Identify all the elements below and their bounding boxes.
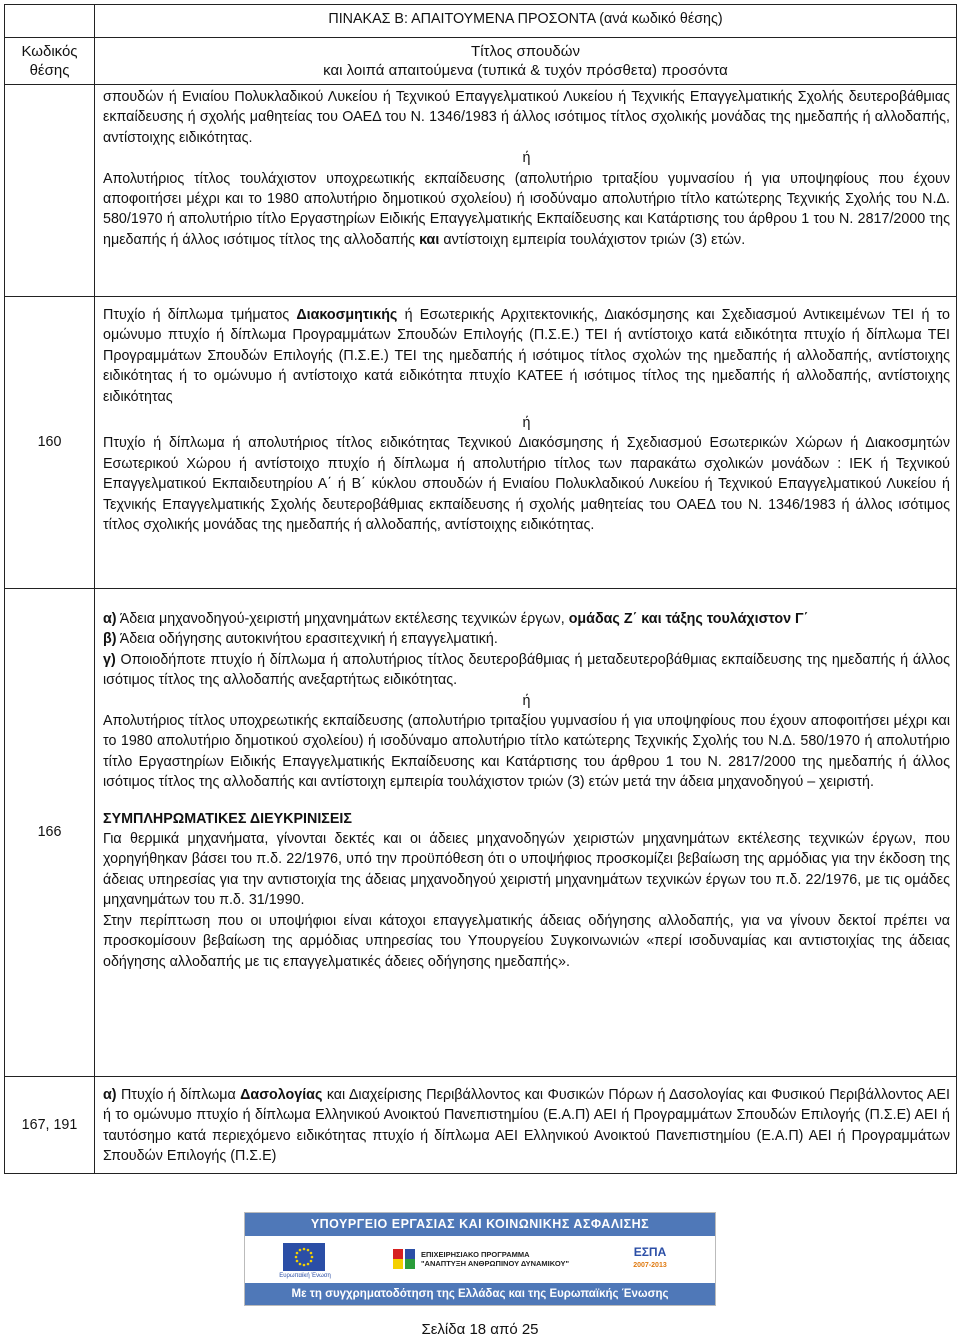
- position-code: 167, 191: [5, 1077, 95, 1174]
- op-logo-icon: [391, 1247, 417, 1271]
- row-continuation-text: σπουδών ή Ενιαίου Πολυκλαδικού Λυκείου ή Τεχνικού Επαγγελματικού Λυκείου ή Τεχνικής Επαγγελματικής Σχολής δευτεροβάθμιας εκπαίδευσης ή σχολής μαθητείας του ΟΑΕΔ του Ν. 1346/1983 ή άλλος ισότιμος τίτλος σχολικής μονάδας της ημεδαπής ή αλλοδαπής, αντίστοιχης ειδικότητας. ή Απολυτήριος τίτλος τουλάχιστον υποχρεωτικής εκπαίδευσης (απολυτήριο τριταξίου γυμνασίου ή για υποψηφίους που έχουν αποφοιτήσει μέχρι και το 1980 απολυτήριο δημοτικού σχολείου) ή ισοδύναμο απολυτήριο τίτλο κατώτερης Τεχνικής Σχολής του Ν.Δ. 580/1970 ή απολυτήριο τίτλο Εργαστηρίων Ειδικής Επαγγελματικής Εκπαίδευσης και Κατάρτισης του άρθρου 1 του Ν. 2817/2000 της ημεδαπής ή άλλος ισότιμος τίτλος της αλλοδαπής και αντίστοιχη εμπειρία τουλάχιστον τριών (3) ετών.: [95, 85, 957, 297]
- table-row: [5, 1077, 957, 1174]
- row-166-text: α) Άδεια μηχανοδηγού-χειριστή μηχανημάτων εκτέλεσης τεχνικών έργων, ομάδας Ζ΄ και τάξης τουλάχιστον Γ΄ β) Άδεια οδήγησης αυτοκινήτου ερασιτεχνική ή επαγγελματική. γ) Οποιοδήποτε πτυχίο ή δίπλωμα ή απολυτήριος τίτλος δευτεροβάθμιας ή μεταδευτεροβάθμιας εκπαίδευσης της ημεδαπής ή άλλος ισότιμος τίτλος της αλλοδαπής ανεξαρτήτως ειδικότητας. ή Απολυτήριος τίτλος υποχρεωτικής εκπαίδευσης (απολυτήριο τριταξίου γυμνασίου ή για υποψηφίους που έχουν αποφοιτήσει μέχρι και το 1980 απολυτήριο δημοτικού σχολείου) ή ισοδύναμο απολυτήριο τίτλο κατώτερης Τεχνικής Σχολής του Ν.Δ. 580/1970 ή απολυτήριο τίτλο Εργαστηρίων Ειδικής Επαγγελματικής Εκπαίδευσης και Κατάρτισης του άρθρου 1 του Ν. 2817/2000 της ημεδαπής ή άλλος ισότιμος τίτλος της αλλοδαπής και αντίστοιχη εμπειρία τουλάχιστον τριών (3) ετών μετά την άδεια μηχανοδηγού – χειριστή. ΣΥΜΠΛΗΡΩΜΑΤΙΚΕΣ ΔΙΕΥΚΡΙΝΙΣΕΙΣ Για θερμικά μηχανήματα, γίνονται δεκτές και οι άδειες μηχανοδηγών χειριστών μηχανημάτων εκτέλεσης τεχνικών έργων, που χορηγήθηκαν βάσει του π.δ. 22/1976, υπό την προϋπόθεση ότι ο υποψήφιος προσκομίζει βεβαίωση της αρμόδιας για την έκδοση της άδειας υπηρεσίας για την αντιστοιχία της άδειας μηχανοδηγού χειριστή μηχανημάτων τεχνικών έργων του π.δ. 22/1976, με τις ομάδες μηχανημάτων του π.δ. 31/1990. Στην περίπτωση που οι υποψήφιοι είναι κάτοχοι επαγγελματικής άδειας οδήγησης αλλοδαπής, για να γίνουν δεκτοί πρέπει να προσκομίσουν βεβαίωση της αρμόδιας υπηρεσίας του Υπουργείου Συγκοινωνιών «περί ισοδυναμίας και αντιστοιχίας της άδειας οδήγησης αλλοδαπής με τις επαγγελματικές άδειες οδήγησης ημεδαπής».: [95, 589, 957, 1077]
- page-number: Σελίδα 18 από 25: [421, 1321, 539, 1338]
- cofunding-motto: Με τη συγχρηματοδότηση της Ελλάδας και της Ευρωπαϊκής Ένωσης: [245, 1283, 715, 1305]
- col-header-code: Κωδικός θέσης: [5, 38, 95, 85]
- position-code: 160: [5, 297, 95, 589]
- table-row: [5, 589, 957, 1077]
- espa-years: 2007-2013: [633, 1262, 667, 1269]
- qualifications-table: [4, 4, 957, 1174]
- espa-logo: ΕΣΠΑ: [633, 1245, 667, 1259]
- position-code: 166: [5, 589, 95, 1077]
- eu-label: Ευρωπαϊκή Ένωση: [279, 1273, 331, 1279]
- table-row: [5, 85, 957, 297]
- row-167-text: α) Πτυχίο ή δίπλωμα Δασολογίας και Διαχείρισης Περιβάλλοντος και Φυσικών Πόρων ή Δασολογίας και Φυσικού Περιβάλλοντος ΑΕΙ ή το ομώνυμο πτυχίο ή δίπλωμα Ελληνικού Ανοικτού Πανεπιστημίου (Ε.Α.Π) ΑΕΙ ή Προγραμμάτων Σπουδών Επιλογής (Π.Σ.Ε) ΑΕΙ ή ταυτόσημο κατά περιεχόμενο ειδικότητας πτυχίο ή δίπλωμα ΑΕΙ Ελληνικού Ανοικτού Πανεπιστημίου (Ε.Α.Π) ΑΕΙ ή Προγραμμάτων Σπουδών Επιλογής (Π.Σ.Ε): [95, 1077, 957, 1174]
- col-header-qualifications: Τίτλος σπουδών και λοιπά απαιτούμενα (τυπικά & τυχόν πρόσθετα) προσόντα: [95, 38, 957, 85]
- op-title: ΕΠΙΧΕΙΡΗΣΙΑΚΟ ΠΡΟΓΡΑΜΜΑ "ΑΝΑΠΤΥΞΗ ΑΝΘΡΩΠΙΝΟΥ ΔΥΝΑΜΙΚΟΥ": [421, 1250, 570, 1268]
- table-title: ΠΙΝΑΚΑΣ Β: ΑΠΑΙΤΟΥΜΕΝΑ ΠΡΟΣΟΝΤΑ (ανά κωδικό θέσης): [95, 5, 957, 38]
- row-160-text: Πτυχίο ή δίπλωμα τμήματος Διακοσμητικής ή Εσωτερικής Αρχιτεκτονικής, Διακόσμησης και Σχεδιασμού Αντικειμένων ΤΕΙ ή το ομώνυμο πτυχίο ή δίπλωμα Προγραμμάτων Σπουδών Επιλογής (Π.Σ.Ε.) ΤΕΙ ή αντίστοιχο κατά ειδικότητα πτυχίο ή δίπλωμα ΤΕΙ Προγραμμάτων Σπουδών Επιλογής (Π.Σ.Ε.) ΤΕΙ της ημεδαπής ή ισότιμος τίτλος σχολών της ημεδαπής ή αλλοδαπής, αντίστοιχης ειδικότητας ή το ομώνυμο ή αντίστοιχο κατά ειδικότητα πτυχίο ΚΑΤΕΕ ή ισότιμος τίτλος της ημεδαπής ή αλλοδαπής, αντίστοιχης ειδικότητας ή Πτυχίο ή δίπλωμα ή απολυτήριος τίτλος ειδικότητας Τεχνικού Διακόσμησης ή Σχεδιασμού Εσωτερικών Χώρων ή Διακοσμητών Εσωτερικού Χώρου ή αντίστοιχο πτυχίο ή δίπλωμα ή απολυτήριο τίτλος των παρακάτω σχολικών μονάδων : ΙΕΚ ή Τεχνικού Επαγγελματικού Εκπαιδευτηρίου Α΄ ή Β΄ κύκλου σπουδών ή Ενιαίου Πολυκλαδικού Λυκείου ή Τεχνικού Επαγγελματικού Λυκείου ή Τεχνικής Επαγγελματικής Σχολής δευτεροβάθμιας εκπαίδευσης ή σχολής μαθητείας του ΟΑΕΔ του Ν. 1346/1983 ή άλλος ισότιμος τίτλος σχολικής μονάδας της ημεδαπής ή αλλοδαπής, αντίστοιχης ειδικότητας.: [95, 297, 957, 589]
- funding-banner: [244, 1212, 716, 1306]
- eu-flag-icon: [283, 1243, 325, 1271]
- ministry-banner: ΥΠΟΥΡΓΕΙΟ ΕΡΓΑΣΙΑΣ ΚΑΙ ΚΟΙΝΩΝΙΚΗΣ ΑΣΦΑΛΙΣΗΣ: [245, 1213, 715, 1236]
- table-row: [5, 297, 957, 589]
